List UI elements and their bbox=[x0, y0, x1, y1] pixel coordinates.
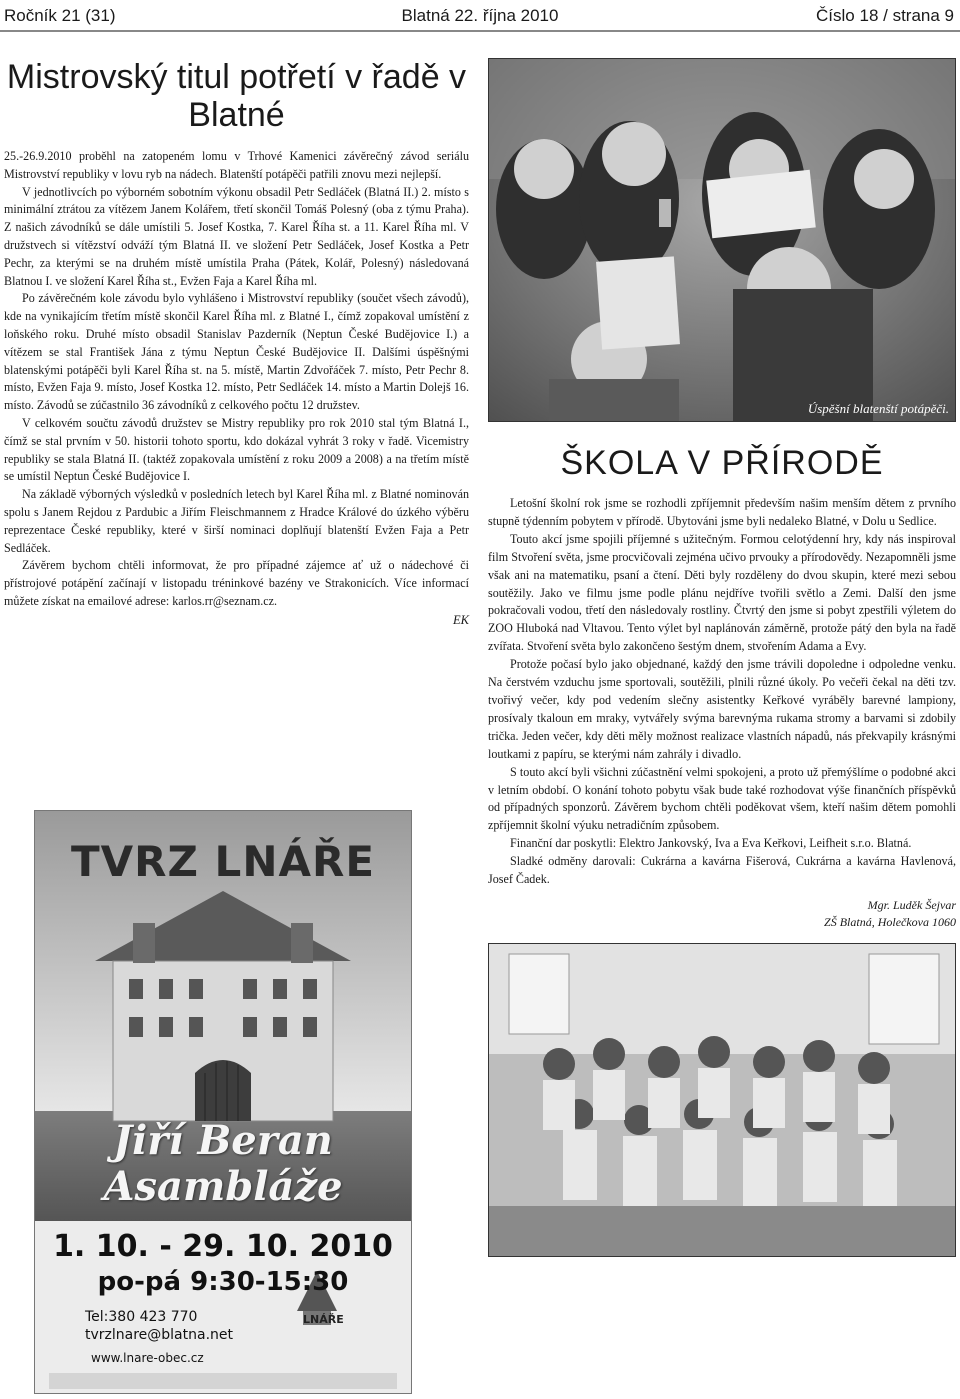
poster-exhibition-title: Asambláže bbox=[103, 1163, 343, 1210]
page-header bbox=[0, 0, 960, 32]
article-column bbox=[4, 58, 469, 628]
issue-date: Blatná 22. října 2010 bbox=[401, 6, 559, 25]
poster-phone: Tel:380 423 770 bbox=[85, 1309, 198, 1325]
article-paragraph: V jednotlivcích po výborném sobotním výkonu obsadil Petr Sedláček (Blatná II.) 2. místo s minimální ztrátou za vítězem Janem Kolářem, třetí skončil Tomáš Polesný (oba z týmu Praha). Z našich závodníků se dále umístili 5. Josef Kostka, 7. Karel Říha st. a 11. Karel Říha ml. V družstvech si vítězství odváží tým Blatná II. ve složení Petr Sedláček, Josef Kostka a Petr Pechr, za kterými se na druhém místě umístila Praha (Pátek, Kolář, Polesný) následovaná Blatnou I. ve složení Karel Říha st., Evžen Faja a Karel Říha ml. bbox=[4, 184, 469, 288]
children-photo bbox=[488, 943, 956, 1257]
article-paragraph: Závěrem bychom chtěli informovat, že pro případné zájemce ať už o nádechové či přístrojové potápění začínají v listopadu tréninkové bazény ve Strakonicích. Více informací můžete získat na emailové adrese: karlos.rr@seznam.cz. bbox=[4, 558, 469, 608]
article-body bbox=[4, 148, 469, 628]
school-article-body bbox=[488, 495, 956, 889]
divers-photo-image bbox=[489, 59, 955, 421]
school-article-title: ŠKOLA V PŘÍRODĚ bbox=[560, 444, 884, 482]
right-column bbox=[488, 58, 956, 1257]
school-paragraph: Protože počasí bylo jako objednané, každý den jsme trávili dopoledne i odpoledne venku. Na čerstvém vzduchu jsme sportovali, soutěžili, plnili různé úkoly. Po večeři čekal na děti tzv. tvořivý večer, kdy pod vedením slečny asistentky Keřkové vyráběly barevné lampiony, prosívaly tkaloun em mraky, vytvářely svýma barevnýma rukama stromy a barvami si zdobily trička. Jeden večer, kdy děti měly možnost realizace vlastních nápadů, nás překvapily krásnými loutkami z papíru, se kterými nám zahrály i divadlo. bbox=[488, 657, 956, 761]
poster-venue: TVRZ LNÁŘE bbox=[70, 837, 376, 886]
school-paragraph: Letošní školní rok jsme se rozhodli zpříjemnit především našim menším dětem z prvního stupně týdenním pobytem v přírodě. Ubytováni jsme byli nedaleko Blatné, v Dolu u Sedlice. bbox=[488, 496, 956, 528]
exhibition-poster bbox=[34, 810, 412, 1394]
divers-photo-caption: Úspěšní blatenští potápěči. bbox=[807, 401, 949, 416]
school-paragraph: S touto akcí byli všichni zúčastnění velmi spokojeni, a proto už přemýšlíme o podobné akci v letním období. O konání tohoto pobytu však bude také rozhodovat výše finančních příspěvků od případných sponzorů. Závěrem bychom chtěli poděkovat všem, kteří našim dětem pomohli zpříjemnit školní výuku netradičním způsobem. bbox=[488, 764, 956, 833]
poster-sponsor-strip bbox=[49, 1373, 397, 1389]
signature-school: ZŠ Blatná, Holečkova 1060 bbox=[824, 914, 956, 929]
article-paragraph: Po závěrečném kole závodu bylo vyhlášeno i Mistrovství republiky (součet všech závodů), kde na vynikajícím třetím místě skončil Karel Říha ml. z Blatné I., čímž zopakoval umístění z loňského roku. Druhé místo obsadil Stanislav Pazderník (Neptun České Budějovice I.) a vítězem se stal František Jána z týmu Neptun České Budějovice II. Dalšími úspěšnými blatenskými potápěči byli Karel Říha st. na 5. místě, Martin Zdvořáček 7. místo, Petr Pechr 8. místo, Evžen Faja 9. místo, Josef Kostka 12. místo, Petr Sedláček 14. místo a Martin Dolejš 16. místo. Závodů se zúčastnilo 36 závodníků z celkového počtu 12 družstev. bbox=[4, 291, 469, 413]
poster-artwork bbox=[35, 811, 411, 1393]
school-paragraph: Sladké odměny darovali: Cukrárna a kavárna Fišerová, Cukrárna a kavárna Havlenová, Josef Čadek. bbox=[488, 854, 956, 887]
poster-hours: po-pá 9:30-15:30 bbox=[97, 1267, 349, 1297]
poster-brand-logo: LNÁŘE bbox=[303, 1313, 344, 1326]
article-paragraph: V celkovém součtu závodů družstev se Mistry republiky pro rok 2010 stal tým Blatná I., čímž se stal prvním v 50. historii tohoto sportu, kdo dokázal vyhrát 3 roky v řadě. Vicemistry republiky se stala Blatná II. (taktéž zopakovala umístění z roku 2009 a 2008) a na třetím místě se umístil Neptun České Budějovice I. bbox=[4, 415, 469, 484]
school-signature bbox=[488, 897, 956, 931]
volume-label: Ročník 21 (31) bbox=[4, 6, 116, 25]
children-photo-image bbox=[489, 944, 955, 1256]
divers-photo bbox=[488, 58, 956, 422]
article-paragraph: Na základě výborných výsledků v posledních letech byl Karel Říha ml. z Blatné nominován spolu s Janem Rejdou z Pardubic a Jiřím Fleischmannem z Hradce Králové do úzkého výběru reprezentace České republiky, které v širší nominaci doplňují blatenští Evžen Faja a Petr Sedláček. bbox=[4, 487, 469, 555]
article-paragraph: 25.-26.9.2010 proběhl na zatopeném lomu v Trhové Kamenici závěrečný závod seriálu Mistrovství republiky v lovu ryb na nádech. Blatenští potápěči patřili znovu mezi nejlepší. bbox=[4, 149, 469, 181]
poster-dates: 1. 10. - 29. 10. 2010 bbox=[53, 1229, 393, 1264]
poster-email: tvrzlnare@blatna.net bbox=[85, 1327, 234, 1343]
issue-page-number: Číslo 18 / strana 9 bbox=[816, 6, 954, 25]
school-paragraph: Finanční dar poskytli: Elektro Jankovský, Iva a Eva Keřkovi, Leifheit s.r.o. Blatná. bbox=[510, 836, 912, 851]
poster-website: www.lnare-obec.cz bbox=[91, 1351, 204, 1365]
signature-name: Mgr. Luděk Šejvar bbox=[867, 897, 956, 912]
poster-artist: Jiří Beran bbox=[113, 1117, 333, 1164]
article-byline: EK bbox=[453, 612, 469, 627]
article-headline: Mistrovský titul potřetí v řadě v Blatné bbox=[6, 58, 467, 134]
school-paragraph: Touto akcí jsme spojili příjemné s užitečným. Formou celotýdenní hry, kdy nás inspiroval film Stvoření světa, jsme procvičovali zejména učivo prvouky a přírodovědy. Nezapomněli jsme však ani na matematiku, psaní a čtení. Děti byly rozděleny do dvou skupin, které mezi sebou soutěžily. Jako ve filmu jsme podle plánu nejdříve tvořili světlo a Zemi. Další den jsme pokračovali vodou, třetí den následovaly rostliny. Čtvrtý den jsme si pobyt zpestřili výletem do ZOO Hluboká nad Vltavou. Tento výlet byl naplánován záměrně, protože pátý den byla na řadě zvířata. Stvoření světa bylo zakončeno šestým dnem, stvořením Adama a Evy. bbox=[488, 531, 956, 654]
